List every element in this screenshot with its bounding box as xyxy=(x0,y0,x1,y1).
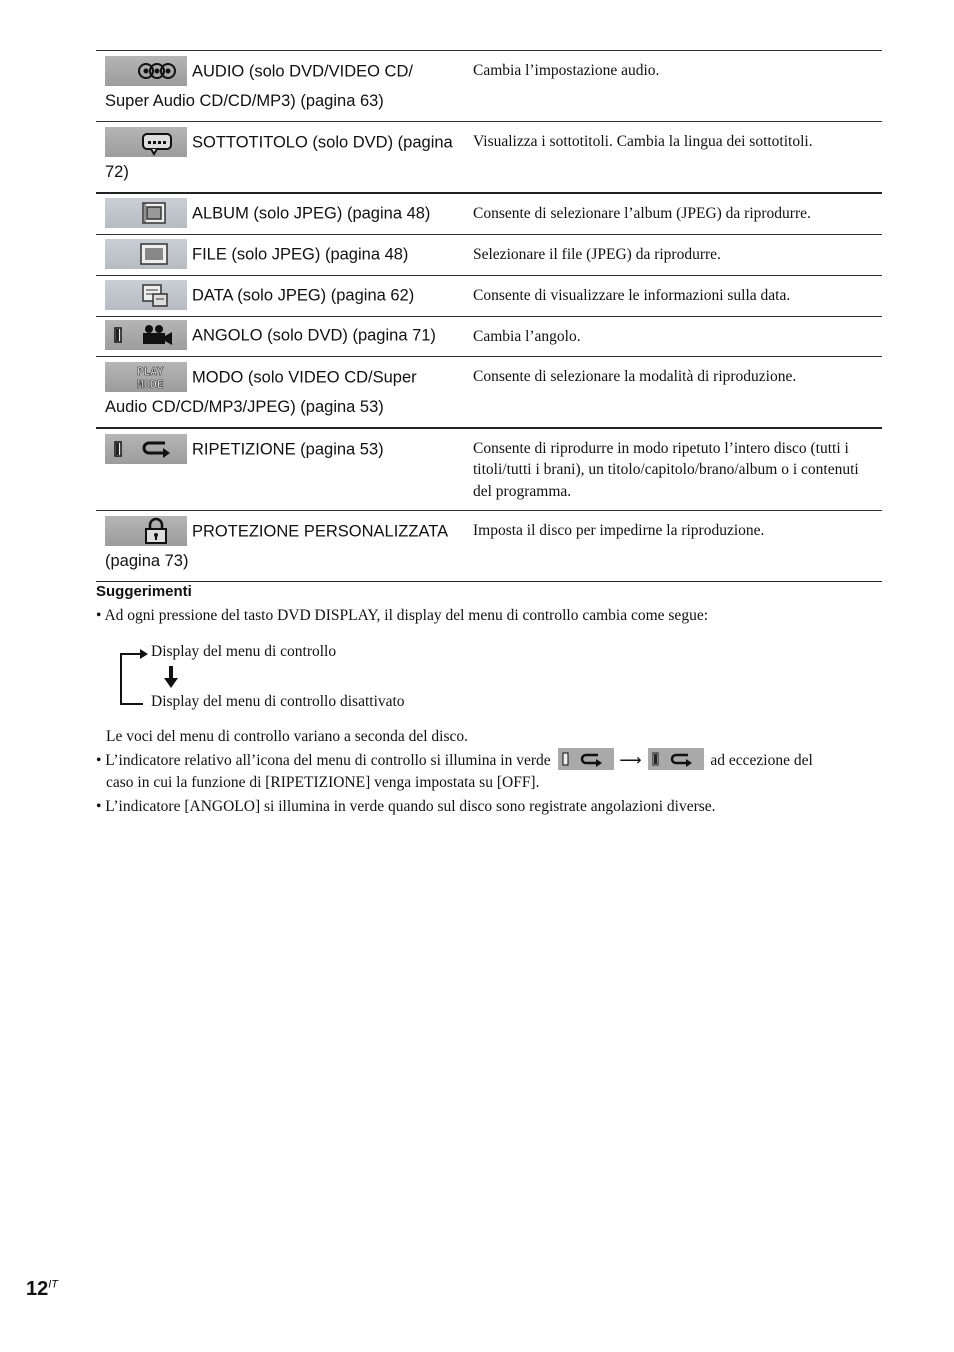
tip-bullet-2-line-1 xyxy=(96,750,813,772)
item-label: AUDIO (solo DVD/VIDEO CD/ Super Audio CD/CD/MP3) (pagina 63) xyxy=(105,62,413,110)
page-number xyxy=(26,1278,58,1301)
item-label: SOTTOTITOLO (solo DVD) (pagina 72) xyxy=(105,133,453,181)
lock-icon xyxy=(105,516,187,546)
item-cell xyxy=(96,317,463,357)
item-cell xyxy=(96,356,463,428)
item-label: RIPETIZIONE (pagina 53) xyxy=(192,439,384,458)
page-number-value: 12 xyxy=(26,1278,49,1300)
play-mode-icon-text-play: PLAY xyxy=(137,364,164,378)
item-description: Cambia l’impostazione audio. xyxy=(473,62,660,79)
table-row xyxy=(96,193,882,235)
down-arrow-icon xyxy=(163,666,179,690)
cycle-state-off: Display del menu di controllo disattivato xyxy=(151,693,405,710)
table-row xyxy=(96,235,882,276)
tip-bullet-2-text-a: • L’indicatore relativo all’icona del menu di controllo si illumina in verde xyxy=(96,752,551,769)
repeat-indicator-on-icon xyxy=(648,748,704,770)
item-cell xyxy=(96,428,463,511)
cycle-diagram-arrows xyxy=(110,646,150,708)
item-label: FILE (solo JPEG) (pagina 48) xyxy=(192,245,409,264)
date-icon xyxy=(105,280,187,310)
item-cell xyxy=(96,276,463,317)
tip-note: Le voci del menu di controllo variano a seconda del disco. xyxy=(106,728,468,745)
angle-camera-icon xyxy=(105,320,187,350)
item-description: Imposta il disco per impedirne la riproduzione. xyxy=(473,522,765,539)
tip-bullet-2-text-b: ad eccezione del xyxy=(710,752,813,769)
tip-bullet-1: • Ad ogni pressione del tasto DVD DISPLAY, il display del menu di controllo cambia come segue: xyxy=(96,607,709,624)
table-row xyxy=(96,428,882,511)
item-label: ALBUM (solo JPEG) (pagina 48) xyxy=(192,204,431,223)
item-cell xyxy=(96,51,463,122)
repeat-icon xyxy=(105,434,187,464)
table-row xyxy=(96,356,882,428)
item-description: Cambia l’angolo. xyxy=(473,328,581,345)
tips-title: Suggerimenti xyxy=(96,583,192,600)
item-label: DATA (solo JPEG) (pagina 62) xyxy=(192,286,415,305)
audio-icon xyxy=(105,56,187,86)
item-label: ANGOLO (solo DVD) (pagina 71) xyxy=(192,326,436,345)
cycle-state-on: Display del menu di controllo xyxy=(151,643,337,660)
table-row xyxy=(96,317,882,357)
item-cell xyxy=(96,122,463,194)
play-mode-icon xyxy=(105,362,187,392)
item-label: MODO (solo VIDEO CD/Super Audio CD/CD/MP3/JPEG) (pagina 53) xyxy=(105,367,417,416)
tip-bullet-2-line-2: caso in cui la funzione di [RIPETIZIONE] venga impostata su [OFF]. xyxy=(106,774,540,791)
item-description: Consente di riprodurre in modo ripetuto l’intero disco (tutti i titoli/tutti i brani), un titolo/capitolo/brano/album o i contenuti del programma. xyxy=(473,439,859,500)
item-description: Consente di selezionare la modalità di riproduzione. xyxy=(473,367,797,385)
repeat-indicator-off-icon xyxy=(558,748,614,770)
file-icon xyxy=(105,239,187,269)
item-description: Consente di visualizzare le informazioni sulla data. xyxy=(473,287,791,304)
table-row xyxy=(96,122,882,194)
item-description: Consente di selezionare l’album (JPEG) da riprodurre. xyxy=(473,205,811,222)
control-menu-table xyxy=(96,50,882,582)
item-cell xyxy=(96,235,463,276)
album-icon xyxy=(105,198,187,228)
page-language-suffix: IT xyxy=(48,1278,59,1291)
tip-bullet-3: • L’indicatore [ANGOLO] si illumina in verde quando sul disco sono registrate angolazioni diverse. xyxy=(96,798,716,815)
item-description: Selezionare il file (JPEG) da riprodurre. xyxy=(473,246,721,263)
play-mode-icon-text-mode: MODE xyxy=(137,377,164,391)
subtitle-icon xyxy=(105,127,187,157)
item-description: Visualizza i sottotitoli. Cambia la lingua dei sottotitoli. xyxy=(473,133,813,150)
table-row xyxy=(96,276,882,317)
table-row xyxy=(96,511,882,582)
item-cell xyxy=(96,511,463,582)
item-cell xyxy=(96,193,463,235)
table-row xyxy=(96,51,882,122)
item-label: PROTEZIONE PERSONALIZZATA (pagina 73) xyxy=(105,522,448,570)
right-arrow-icon: ⟶ xyxy=(619,752,642,769)
